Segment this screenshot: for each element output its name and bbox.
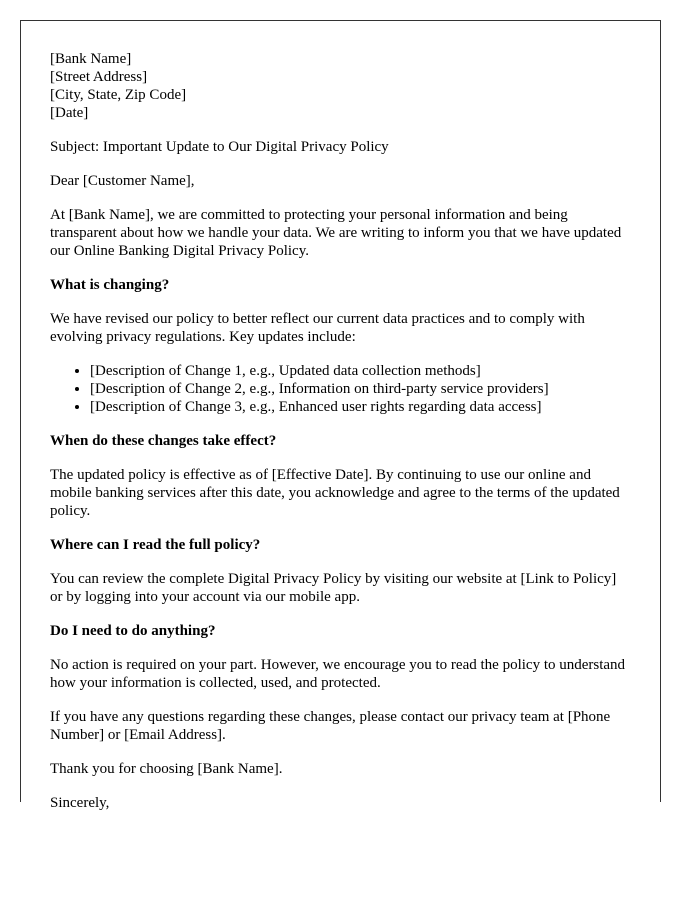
bank-name: [Bank Name]	[50, 51, 132, 67]
section-heading-effect: When do these changes take effect?	[50, 433, 277, 449]
sender-address-block	[50, 50, 632, 122]
thanks-paragraph: Thank you for choosing [Bank Name].	[50, 761, 283, 777]
change-item: • [Description of Change 1, e.g., Updated data collection methods]	[90, 362, 632, 380]
change-item: • [Description of Change 2, e.g., Information on third-party service providers]	[90, 380, 632, 398]
intro-paragraph: At [Bank Name], we are committed to protecting your personal information and being transparent about how we handle your data. We are writing to inform you that we have updated our Online Banking Digital Privacy Policy.	[50, 207, 622, 259]
city-state-zip: [City, State, Zip Code]	[50, 87, 187, 103]
closing-line: Sincerely,	[50, 795, 110, 811]
salutation: Dear [Customer Name],	[50, 173, 195, 189]
section-body-changing: We have revised our policy to better reflect our current data practices and to comply with evolving privacy regulations. Key updates include:	[50, 311, 585, 345]
section-heading-changing: What is changing?	[50, 277, 170, 293]
section-heading-action: Do I need to do anything?	[50, 623, 216, 639]
letter-page	[20, 20, 661, 811]
street-address: [Street Address]	[50, 69, 148, 85]
change-item: • [Description of Change 3, e.g., Enhanced user rights regarding data access]	[90, 398, 632, 416]
letter-date: [Date]	[50, 105, 89, 121]
contact-paragraph: If you have any questions regarding these changes, please contact our privacy team at [Phone Number] or [Email Address].	[50, 709, 611, 743]
section-body-effect: The updated policy is effective as of [Effective Date]. By continuing to use our online and mobile banking services after this date, you acknowledge and agree to the terms of the updated policy.	[50, 467, 620, 519]
section-body-read: You can review the complete Digital Privacy Policy by visiting our website at [Link to Policy] or by logging into your account via our mobile app.	[50, 571, 617, 605]
section-heading-read: Where can I read the full policy?	[50, 537, 261, 553]
changes-list	[50, 362, 632, 416]
section-body-action: No action is required on your part. However, we encourage you to read the policy to understand how your information is collected, used, and protected.	[50, 657, 626, 691]
subject-line: Subject: Important Update to Our Digital Privacy Policy	[50, 139, 389, 155]
